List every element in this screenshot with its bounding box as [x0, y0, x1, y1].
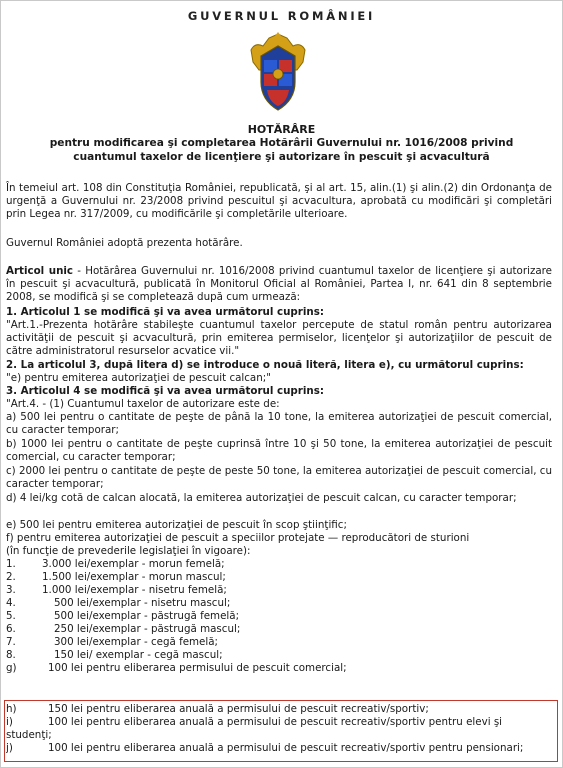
list-item: 4. 500 lei/exemplar - nisetru mascul;: [6, 597, 231, 609]
article4-item-j: j) 100 lei pentru eliberarea anuală a permisului de pescuit recreativ/sportiv pentru pensionari;: [6, 742, 524, 754]
list-item: 6. 250 lei/exemplar - păstrugă mascul;: [6, 623, 241, 635]
point1-heading: 1. Articolul 1 se modifică şi va avea următorul cuprins:: [6, 306, 324, 318]
romania-coat-of-arms-icon: [245, 32, 311, 114]
article-unique-label: Articol unic: [6, 265, 74, 277]
adoption-statement: Guvernul României adoptă prezenta hotărâre.: [6, 237, 243, 249]
list-item: 3. 1.000 lei/exemplar - nisetru femelă;: [6, 584, 227, 596]
article4-item-i-cont: studenţi;: [6, 729, 52, 741]
list-item: 5. 500 lei/exemplar - păstrugă femelă;: [6, 610, 240, 622]
article4-item-i: i) 100 lei pentru eliberarea anuală a permisului de pescuit recreativ/sportiv pentru elevi şi: [6, 716, 503, 728]
article-unique-text: - Hotărârea Guvernului nr. 1016/2008 privind cuantumul taxelor de licenţiere şi autorizare în pescuit şi acvacultură, publicată în Monitorul Oficial al României, Partea I, nr. 641 din 8 septembrie 2008, se modifică şi se completează după cum urmează:: [6, 265, 552, 304]
article4-item-h: h) 150 lei pentru eliberarea anuală a permisului de pescuit recreativ/sportiv;: [6, 703, 429, 715]
article4-item-c: c) 2000 lei pentru o cantitate de peşte de peste 50 tone, la emiterea autorizaţiei de pescuit comercial, cu caracter temporar;: [6, 465, 552, 491]
point2-text: "e) pentru emiterea autorizaţiei de pescuit calcan;": [6, 372, 271, 384]
list-item: 1. 3.000 lei/exemplar - morun femelă;: [6, 558, 225, 570]
article4-item-f-note: (în funcţie de prevederile legislaţiei în vigoare):: [6, 545, 251, 557]
point3-heading: 3. Articolul 4 se modifică şi va avea următorul cuprins:: [6, 385, 324, 397]
point1-text: "Art.1.-Prezenta hotărâre stabileşte cuantumul taxelor percepute de statul român pentru autorizarea activităţii de pescuit şi acvacultură, prin emiterea permiselor, licenţelor şi autorizaţiilor de pescuit de către administratorul resurselor acvatice vii.": [6, 319, 552, 358]
list-item: 8. 150 lei/ exemplar - cegă mascul;: [6, 649, 223, 661]
document-title: HOTĂRÂRE: [247, 123, 316, 136]
list-item: 2. 1.500 lei/exemplar - morun mascul;: [6, 571, 226, 583]
article4-item-g: g) 100 lei pentru eliberarea permisului de pescuit comercial;: [6, 662, 347, 674]
article4-item-d: d) 4 lei/kg cotă de calcan alocată, la emiterea autorizaţiei de pescuit calcan, cu caracter temporar;: [6, 492, 517, 504]
document-subtitle: pentru modificarea şi completarea Hotărârii Guvernului nr. 1016/2008 privind cuantumul taxelor de licenţiere şi autorizare în pescuit şi acvacultură: [49, 137, 514, 163]
article4-item-a: a) 500 lei pentru o cantitate de peşte de până la 10 tone, la emiterea autorizaţiei de pescuit comercial, cu caracter temporar;: [6, 411, 552, 437]
article4-item-b: b) 1000 lei pentru o cantitate de peşte cuprinsă între 10 şi 50 tone, la emiterea autorizaţiei de pescuit comercial, cu caracter temporar;: [6, 438, 552, 464]
article4-item-e: e) 500 lei pentru emiterea autorizaţiei de pescuit în scop ştiinţific;: [6, 519, 347, 531]
government-header: GUVERNUL ROMÂNIEI: [187, 9, 376, 23]
list-item: 7. 300 lei/exemplar - cegă femelă;: [6, 636, 219, 648]
article-unique: [6, 265, 552, 305]
preamble: În temeiul art. 108 din Constituţia României, republicată, şi al art. 15, alin.(1) şi alin.(2) din Ordonanţa de urgenţă a Guvernului nr. 23/2008 privind pescuitul şi acvacultura, aprobată cu modificări şi completări prin Legea nr. 317/2009, cu modificările şi completările ulterioare.: [6, 182, 552, 221]
point2-heading: 2. La articolul 3, după litera d) se introduce o nouă literă, litera e), cu următorul cuprins:: [6, 359, 524, 371]
article4-item-f: f) pentru emiterea autorizaţiei de pescuit a speciilor protejate — reproducători de sturioni: [6, 532, 470, 544]
article4-intro: "Art.4. - (1) Cuantumul taxelor de autorizare este de:: [6, 398, 280, 410]
